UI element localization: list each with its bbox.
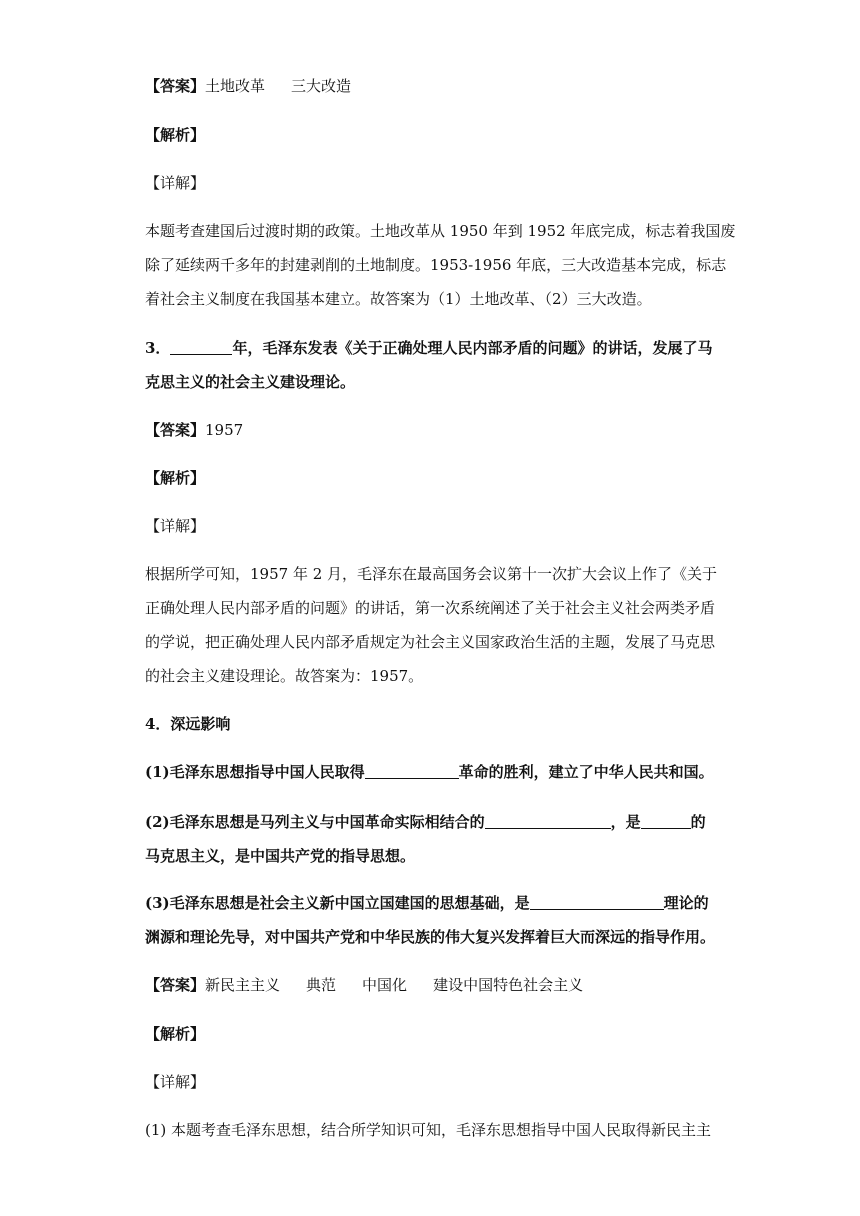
question-4-heading: 4．深远影响 xyxy=(145,715,231,733)
fill-blank xyxy=(365,763,459,779)
answer-item: 建设中国特色社会主义 xyxy=(433,976,584,994)
answer-item: 新民主主义 xyxy=(205,976,281,994)
fill-blank xyxy=(530,894,664,910)
answer-line xyxy=(145,975,583,995)
answer-item: 土地改革 xyxy=(205,77,266,95)
detail-label: 【详解】 xyxy=(145,174,206,192)
detail-label: 【详解】 xyxy=(145,1073,206,1091)
question-4-item-2: (2)毛泽东思想是马列主义与中国革命实际相结合的 ，是 的 xyxy=(145,813,706,831)
detail-text-line: 根据所学可知，1957 年 2 月，毛泽东在最高国务会议第十一次扩大会议上作了《关于 xyxy=(145,565,718,583)
answer-item: 典范 xyxy=(306,976,337,994)
detail-text-line: 正确处理人民内部矛盾的问题》的讲话，第一次系统阐述了关于社会主义社会两类矛盾 xyxy=(145,599,716,617)
detail-text-line: 的社会主义建设理论。故答案为：1957。 xyxy=(145,667,424,685)
question-4-item-3: (3)毛泽东思想是社会主义新中国立国建国的思想基础，是 理论的 xyxy=(145,894,709,912)
fill-blank xyxy=(170,339,232,355)
answer-line xyxy=(145,76,351,96)
answer-label: 【答案】 xyxy=(145,976,206,994)
detail-text-line: 除了延续两千多年的封建剥削的土地制度。1953-1956 年底，三大改造基本完成，标志 xyxy=(145,256,727,274)
question-text: 克思主义的社会主义建设理论。 xyxy=(145,373,356,391)
answer-item: 中国化 xyxy=(362,976,408,994)
detail-text-line: 着社会主义制度在我国基本建立。故答案为（1）土地改革、（2）三大改造。 xyxy=(145,290,652,308)
question-4-item-3-cont: 渊源和理论先导，对中国共产党和中华民族的伟大复兴发挥着巨大而深远的指导作用。 xyxy=(145,928,716,946)
question-number: 3． xyxy=(145,339,171,357)
answer-item: 三大改造 xyxy=(291,77,352,95)
answer-label: 【答案】 xyxy=(145,77,206,95)
question-4-item-1: (1)毛泽东思想指导中国人民取得 革命的胜利，建立了中华人民共和国。 xyxy=(145,763,714,781)
question-4-item-2-cont: 马克思主义，是中国共产党的指导思想。 xyxy=(145,847,416,865)
detail-label: 【详解】 xyxy=(145,517,206,535)
question-3-line xyxy=(145,338,712,358)
fill-blank xyxy=(641,813,691,829)
detail-text-line: 本题考查建国后过渡时期的政策。土地改革从 1950 年到 1952 年底完成，标志着我国废 xyxy=(145,222,736,240)
answer-value: 1957 xyxy=(205,421,244,439)
detail-text-line: (1) 本题考查毛泽东思想，结合所学知识可知，毛泽东思想指导中国人民取得新民主主 xyxy=(145,1121,712,1139)
analysis-label: 【解析】 xyxy=(145,126,206,144)
fill-blank xyxy=(485,813,611,829)
analysis-label: 【解析】 xyxy=(145,1025,206,1043)
analysis-label: 【解析】 xyxy=(145,469,206,487)
answer-line xyxy=(145,420,243,440)
question-text: 年，毛泽东发表《关于正确处理人民内部矛盾的问题》的讲话，发展了马 xyxy=(232,339,713,357)
detail-text-line: 的学说，把正确处理人民内部矛盾规定为社会主义国家政治生活的主题，发展了马克思 xyxy=(145,633,716,651)
answer-label: 【答案】 xyxy=(145,421,206,439)
